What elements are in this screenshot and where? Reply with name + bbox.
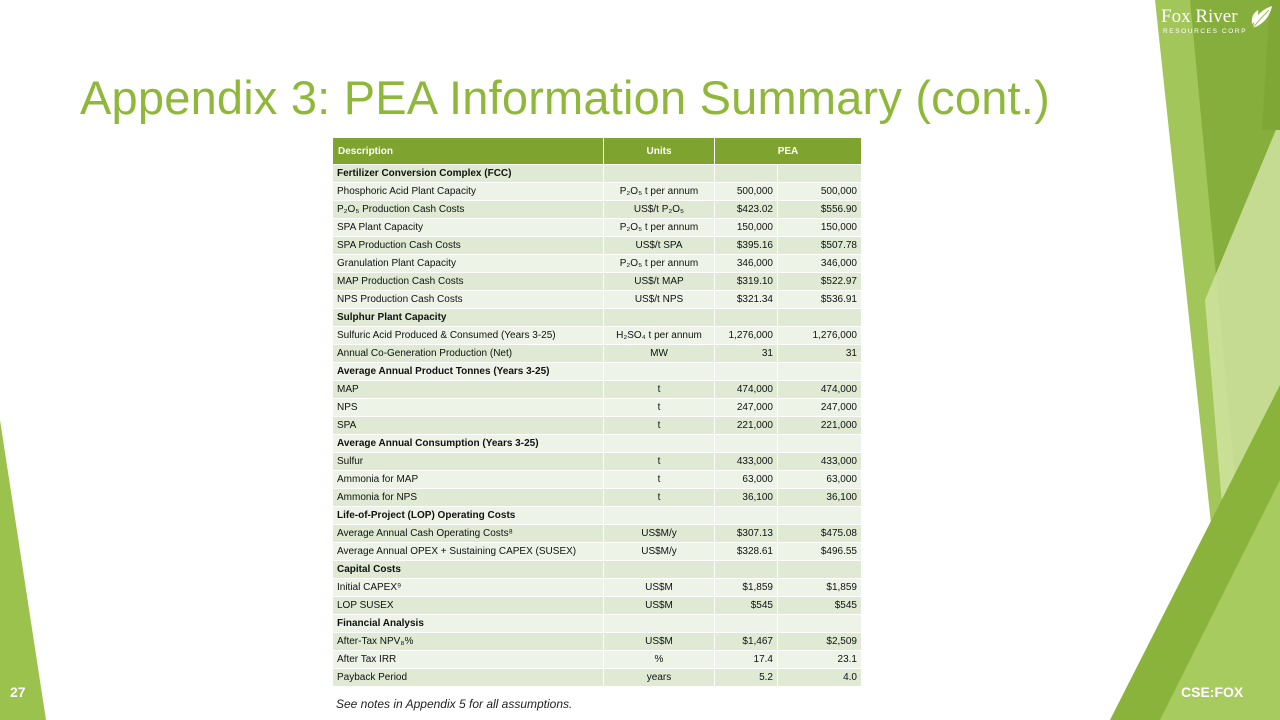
cell-value-1 (715, 507, 778, 525)
cell-value-1 (715, 615, 778, 633)
cell-value-1: $1,467 (715, 633, 778, 651)
table-row (333, 489, 862, 507)
cell-units: P₂O₅ t per annum (604, 219, 715, 237)
cell-value-2: $536.91 (778, 291, 862, 309)
cell-value-2: 4.0 (778, 669, 862, 687)
cell-units (604, 309, 715, 327)
section-row (333, 363, 862, 381)
table-row (333, 183, 862, 201)
cell-value-1: $328.61 (715, 543, 778, 561)
cell-units: t (604, 417, 715, 435)
cell-description: Annual Co-Generation Production (Net) (333, 345, 604, 363)
section-row (333, 435, 862, 453)
table-row (333, 543, 862, 561)
cell-value-2 (778, 363, 862, 381)
cell-value-1: $307.13 (715, 525, 778, 543)
cell-value-2: 346,000 (778, 255, 862, 273)
pea-summary-table (332, 137, 862, 687)
cell-value-2 (778, 165, 862, 183)
cell-value-2 (778, 615, 862, 633)
cell-units: t (604, 471, 715, 489)
cell-description: Life-of-Project (LOP) Operating Costs (333, 507, 604, 525)
cell-value-1: 500,000 (715, 183, 778, 201)
cell-description: Capital Costs (333, 561, 604, 579)
table-row (333, 255, 862, 273)
cell-units: US$/t MAP (604, 273, 715, 291)
cell-units: US$/t P₂O₅ (604, 201, 715, 219)
cell-value-2: $507.78 (778, 237, 862, 255)
section-row (333, 309, 862, 327)
table-row (333, 219, 862, 237)
cell-value-2: $522.97 (778, 273, 862, 291)
cell-units (604, 615, 715, 633)
cell-units: H₂SO₄ t per annum (604, 327, 715, 345)
cell-value-2: 500,000 (778, 183, 862, 201)
cell-description: Phosphoric Acid Plant Capacity (333, 183, 604, 201)
cell-units (604, 561, 715, 579)
table-row (333, 579, 862, 597)
section-row (333, 165, 862, 183)
cell-description: Sulfur (333, 453, 604, 471)
cell-description: Sulphur Plant Capacity (333, 309, 604, 327)
cell-description: Ammonia for NPS (333, 489, 604, 507)
cell-value-1: $395.16 (715, 237, 778, 255)
cell-value-2: 23.1 (778, 651, 862, 669)
table-row (333, 525, 862, 543)
company-logo (1159, 4, 1277, 38)
cell-units: t (604, 489, 715, 507)
cell-description: After-Tax NPV₈% (333, 633, 604, 651)
cell-value-2: $1,859 (778, 579, 862, 597)
cell-value-1 (715, 561, 778, 579)
table-row (333, 273, 862, 291)
table-header-row (333, 138, 862, 165)
cell-value-1: $545 (715, 597, 778, 615)
cell-value-1: 63,000 (715, 471, 778, 489)
cell-description: NPS Production Cash Costs (333, 291, 604, 309)
cell-description: Sulfuric Acid Produced & Consumed (Years 3-25) (333, 327, 604, 345)
cell-value-1: 433,000 (715, 453, 778, 471)
section-row (333, 615, 862, 633)
table-row (333, 201, 862, 219)
cell-value-1: 36,100 (715, 489, 778, 507)
header-pea: PEA (715, 138, 862, 165)
cell-description: SPA (333, 417, 604, 435)
table-row (333, 633, 862, 651)
logo-tagline: RESOURCES CORP (1163, 28, 1248, 35)
table-row (333, 291, 862, 309)
cell-value-1: 474,000 (715, 381, 778, 399)
page-number: 27 (10, 684, 26, 700)
table-row (333, 417, 862, 435)
leaf-icon (1250, 4, 1274, 30)
cell-units: US$/t SPA (604, 237, 715, 255)
cell-value-2: $496.55 (778, 543, 862, 561)
cell-value-2: 221,000 (778, 417, 862, 435)
header-units: Units (604, 138, 715, 165)
cell-value-2: $545 (778, 597, 862, 615)
header-description: Description (333, 138, 604, 165)
table-row (333, 597, 862, 615)
cell-value-2 (778, 561, 862, 579)
cell-description: Ammonia for MAP (333, 471, 604, 489)
cell-value-1: 5.2 (715, 669, 778, 687)
cell-description: Payback Period (333, 669, 604, 687)
table-row (333, 381, 862, 399)
table-row (333, 237, 862, 255)
cell-value-1: 31 (715, 345, 778, 363)
cell-value-2 (778, 507, 862, 525)
cell-value-1 (715, 309, 778, 327)
cell-description: Initial CAPEX⁹ (333, 579, 604, 597)
cell-value-1: 221,000 (715, 417, 778, 435)
cell-units: US$M (604, 579, 715, 597)
cell-description: NPS (333, 399, 604, 417)
cell-value-1: 17.4 (715, 651, 778, 669)
cell-units: US$/t NPS (604, 291, 715, 309)
table-row (333, 669, 862, 687)
cell-value-2: 150,000 (778, 219, 862, 237)
cell-value-2: 36,100 (778, 489, 862, 507)
cell-units: US$M/y (604, 525, 715, 543)
cell-value-1: $423.02 (715, 201, 778, 219)
cell-value-2: 1,276,000 (778, 327, 862, 345)
cell-value-1: 247,000 (715, 399, 778, 417)
cell-value-1: 346,000 (715, 255, 778, 273)
cell-units: t (604, 453, 715, 471)
cell-value-2: $2,509 (778, 633, 862, 651)
section-row (333, 561, 862, 579)
cell-value-2 (778, 435, 862, 453)
cell-units (604, 435, 715, 453)
cell-value-1: $319.10 (715, 273, 778, 291)
logo-name: Fox River (1161, 6, 1238, 27)
cell-units: years (604, 669, 715, 687)
cell-description: LOP SUSEX (333, 597, 604, 615)
cell-value-1: 1,276,000 (715, 327, 778, 345)
cell-units: US$M/y (604, 543, 715, 561)
footnote: See notes in Appendix 5 for all assumptions. (336, 697, 573, 711)
cell-description: P₂O₅ Production Cash Costs (333, 201, 604, 219)
cell-units (604, 165, 715, 183)
cell-units: t (604, 381, 715, 399)
cell-units: P₂O₅ t per annum (604, 183, 715, 201)
cell-value-2 (778, 309, 862, 327)
cell-description: Financial Analysis (333, 615, 604, 633)
table-row (333, 399, 862, 417)
cell-value-1 (715, 363, 778, 381)
cell-units: US$M (604, 597, 715, 615)
cell-description: SPA Plant Capacity (333, 219, 604, 237)
cell-value-1: $1,859 (715, 579, 778, 597)
cell-description: Average Annual Product Tonnes (Years 3-25) (333, 363, 604, 381)
cell-description: Average Annual OPEX + Sustaining CAPEX (SUSEX) (333, 543, 604, 561)
cell-value-2: 247,000 (778, 399, 862, 417)
table-row (333, 345, 862, 363)
cell-units: US$M (604, 633, 715, 651)
table-body (333, 165, 862, 687)
cell-description: MAP (333, 381, 604, 399)
cell-value-2: 63,000 (778, 471, 862, 489)
cell-units (604, 507, 715, 525)
cell-description: After Tax IRR (333, 651, 604, 669)
cell-value-2: 433,000 (778, 453, 862, 471)
cell-units: MW (604, 345, 715, 363)
cell-units (604, 363, 715, 381)
ticker-symbol: CSE:FOX (1181, 684, 1244, 700)
cell-value-1: 150,000 (715, 219, 778, 237)
cell-value-1 (715, 165, 778, 183)
cell-description: SPA Production Cash Costs (333, 237, 604, 255)
cell-value-2: $475.08 (778, 525, 862, 543)
cell-description: MAP Production Cash Costs (333, 273, 604, 291)
cell-description: Granulation Plant Capacity (333, 255, 604, 273)
cell-units: t (604, 399, 715, 417)
cell-description: Average Annual Cash Operating Costs⁸ (333, 525, 604, 543)
cell-value-1 (715, 435, 778, 453)
cell-value-1: $321.34 (715, 291, 778, 309)
cell-value-2: $556.90 (778, 201, 862, 219)
cell-units: P₂O₅ t per annum (604, 255, 715, 273)
table-row (333, 651, 862, 669)
table-row (333, 327, 862, 345)
cell-description: Average Annual Consumption (Years 3-25) (333, 435, 604, 453)
table-row (333, 471, 862, 489)
slide-title: Appendix 3: PEA Information Summary (cont.) (80, 71, 1050, 124)
cell-value-2: 31 (778, 345, 862, 363)
table-row (333, 453, 862, 471)
cell-description: Fertilizer Conversion Complex (FCC) (333, 165, 604, 183)
cell-units: % (604, 651, 715, 669)
cell-value-2: 474,000 (778, 381, 862, 399)
section-row (333, 507, 862, 525)
